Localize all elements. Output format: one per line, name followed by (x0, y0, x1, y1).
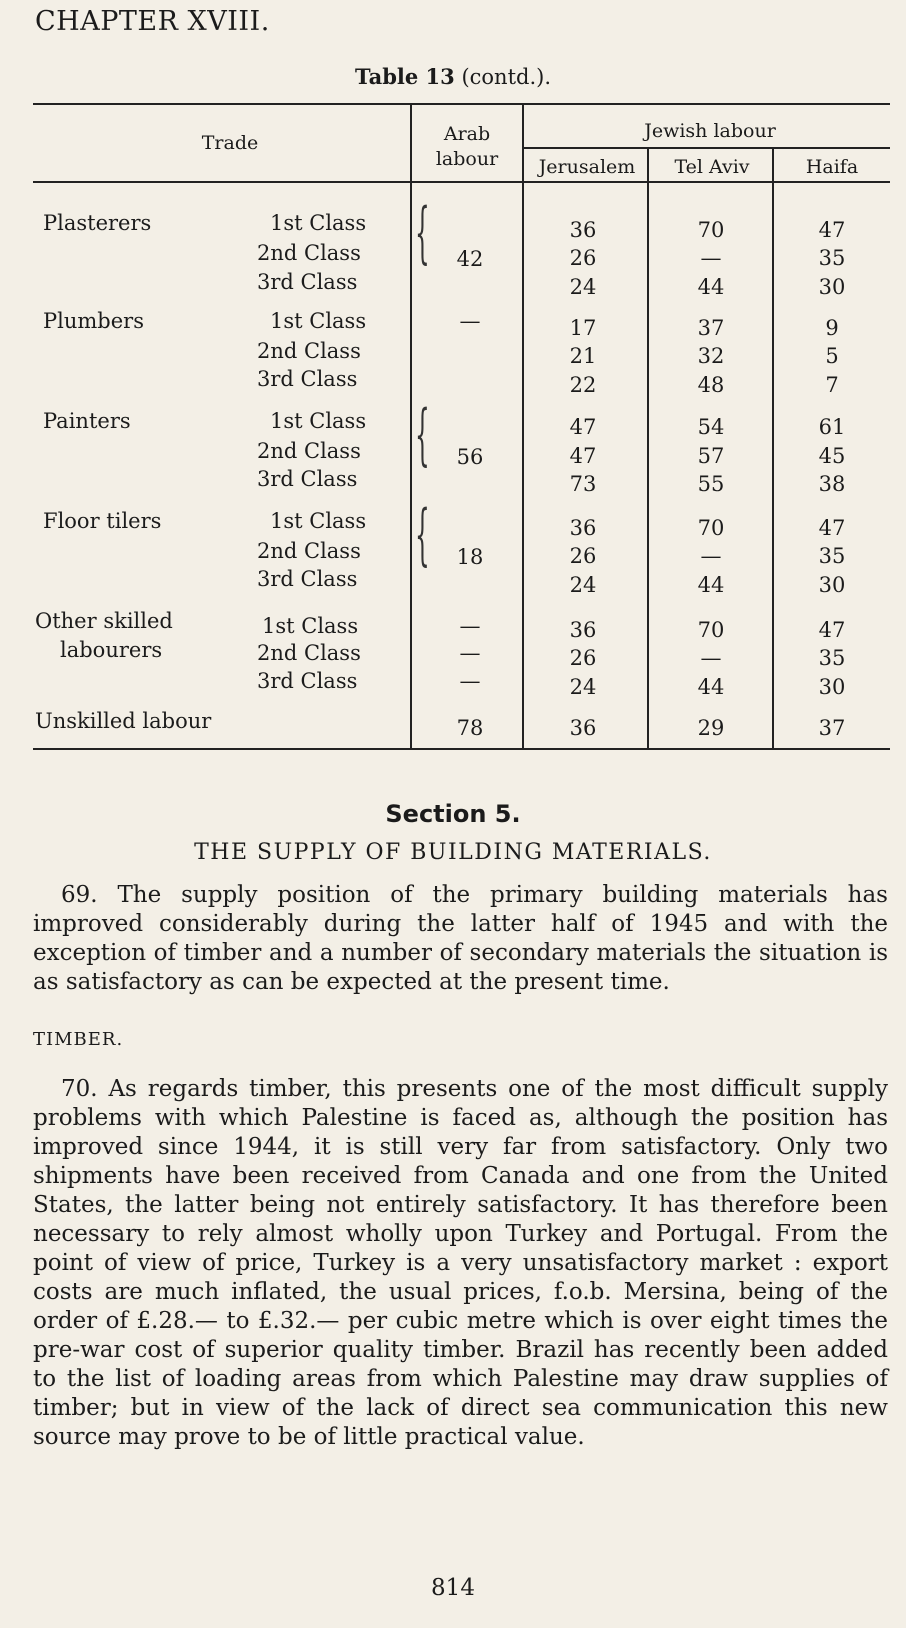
telaviv-value: 37 (697, 316, 725, 340)
class-label: 3rd Class (257, 367, 358, 391)
class-label: 2nd Class (257, 339, 361, 363)
haifa-value: 47 (818, 516, 846, 540)
class-label: 3rd Class (257, 669, 358, 693)
header-haifa: Haifa (805, 156, 859, 178)
arab-value: — (459, 669, 481, 693)
class-label: 2nd Class (257, 439, 361, 463)
col-divider-2 (522, 103, 524, 748)
class-label: 2nd Class (257, 539, 361, 563)
table-top-rule (33, 103, 890, 105)
col-divider-3 (647, 147, 649, 748)
class-label: 2nd Class (257, 641, 361, 665)
haifa-value: 61 (818, 415, 846, 439)
trade-name: Floor tilers (43, 509, 162, 533)
table-title-suffix: (contd.). (461, 65, 552, 89)
jerusalem-value: 21 (569, 344, 597, 368)
telaviv-value: 48 (697, 373, 725, 397)
class-label: 3rd Class (257, 270, 358, 294)
jerusalem-value: 24 (569, 675, 597, 699)
arab-value: — (459, 614, 481, 638)
haifa-value: 7 (825, 373, 839, 397)
trade-name: Plumbers (43, 309, 144, 333)
haifa-value: 30 (818, 573, 846, 597)
table-title (0, 64, 906, 89)
class-label: 1st Class (270, 309, 367, 333)
header-bottom-rule (33, 181, 890, 183)
class-label: 3rd Class (257, 567, 358, 591)
class-label: 1st Class (270, 509, 367, 533)
col-divider-4 (772, 147, 774, 748)
telaviv-value: — (700, 646, 722, 670)
telaviv-value: 44 (697, 573, 725, 597)
telaviv-value: 29 (697, 716, 725, 740)
header-arab-labour: Arab labour (435, 123, 499, 170)
class-label: 1st Class (270, 211, 367, 235)
trade-name-line2: labourers (60, 638, 163, 662)
telaviv-value: — (700, 544, 722, 568)
jerusalem-value: 47 (569, 444, 597, 468)
jerusalem-value: 36 (569, 716, 597, 740)
haifa-value: 35 (818, 646, 846, 670)
telaviv-value: — (700, 246, 722, 270)
jerusalem-value: 47 (569, 415, 597, 439)
jerusalem-value: 36 (569, 218, 597, 242)
haifa-value: 30 (818, 675, 846, 699)
table-bottom-rule (33, 748, 890, 750)
page-number: 814 (431, 1575, 475, 1601)
haifa-value: 35 (818, 544, 846, 568)
class-label: 1st Class (270, 409, 367, 433)
haifa-value: 47 (818, 218, 846, 242)
haifa-value: 9 (825, 316, 839, 340)
jerusalem-value: 24 (569, 275, 597, 299)
arab-value: — (459, 309, 481, 333)
trade-name: Unskilled labour (35, 709, 212, 733)
haifa-value: 37 (818, 716, 846, 740)
jerusalem-value: 36 (569, 618, 597, 642)
telaviv-value: 70 (697, 516, 725, 540)
jewish-header-rule (522, 147, 890, 149)
telaviv-value: 55 (697, 472, 725, 496)
telaviv-value: 57 (697, 444, 725, 468)
jerusalem-value: 26 (569, 646, 597, 670)
paragraph-69: 69. The supply position of the primary building materials has improved considerably during the latter half of 1945 and with the exception of timber and a number of secondary materials the situation is as satisfactory as can be expected at the present time. (33, 882, 888, 995)
header-tel-aviv: Tel Aviv (674, 156, 750, 178)
jerusalem-value: 17 (569, 316, 597, 340)
telaviv-value: 70 (697, 218, 725, 242)
arab-value: — (459, 641, 481, 665)
group-brace: { (415, 194, 430, 271)
haifa-value: 45 (818, 444, 846, 468)
haifa-value: 30 (818, 275, 846, 299)
header-trade: Trade (201, 132, 259, 154)
jerusalem-value: 22 (569, 373, 597, 397)
arab-value: 56 (456, 445, 484, 469)
trade-name: Plasterers (43, 211, 152, 235)
telaviv-value: 54 (697, 415, 725, 439)
arab-value: 18 (456, 545, 484, 569)
class-label: 3rd Class (257, 467, 358, 491)
class-label: 2nd Class (257, 241, 361, 265)
group-brace: { (415, 496, 430, 573)
jerusalem-value: 24 (569, 573, 597, 597)
trade-name: Painters (43, 409, 131, 433)
haifa-value: 5 (825, 344, 839, 368)
jerusalem-value: 26 (569, 246, 597, 270)
col-divider-1 (410, 103, 412, 748)
header-jerusalem: Jerusalem (538, 156, 636, 178)
chapter-heading: CHAPTER XVIII. (35, 6, 270, 37)
telaviv-value: 70 (697, 618, 725, 642)
haifa-value: 38 (818, 472, 846, 496)
haifa-value: 35 (818, 246, 846, 270)
haifa-value: 47 (818, 618, 846, 642)
jerusalem-value: 73 (569, 472, 597, 496)
paragraph-70: 70. As regards timber, this presents one of the most difficult supply problems with which Palestine is faced as, although the position has improved since 1944, it is still very far from satisfactory. Only two shipments have been received from Canada and one from the United States, the latter being not entirely satisfactory. It has therefore been necessary to rely almost wholly upon Turkey and Portugal. From the point of view of price, Turkey is a very unsatisfactory market : export costs are much inflated, the usual prices, f.o.b. Mersina, being of the order of £.28.— to £.32.— per cubic metre which is over eight times the pre-war cost of superior quality timber. Brazil has recently been added to the list of loading areas from which Palestine may draw supplies of timber; but in view of the lack of direct sea communication this new source may prove to be of little practical value. (33, 1076, 888, 1450)
telaviv-value: 44 (697, 675, 725, 699)
jerusalem-value: 26 (569, 544, 597, 568)
group-brace: { (415, 396, 430, 473)
timber-heading: TIMBER. (33, 1029, 124, 1050)
section-title: Section 5. (385, 800, 521, 828)
header-jewish-labour: Jewish labour (644, 120, 776, 142)
arab-value: 78 (456, 716, 484, 740)
arab-value: 42 (456, 247, 484, 271)
section-subtitle: THE SUPPLY OF BUILDING MATERIALS. (194, 840, 712, 865)
telaviv-value: 32 (697, 344, 725, 368)
jerusalem-value: 36 (569, 516, 597, 540)
trade-name: Other skilled (35, 609, 173, 633)
table-title-main: Table 13 (354, 64, 455, 89)
telaviv-value: 44 (697, 275, 725, 299)
class-label: 1st Class (262, 614, 359, 638)
